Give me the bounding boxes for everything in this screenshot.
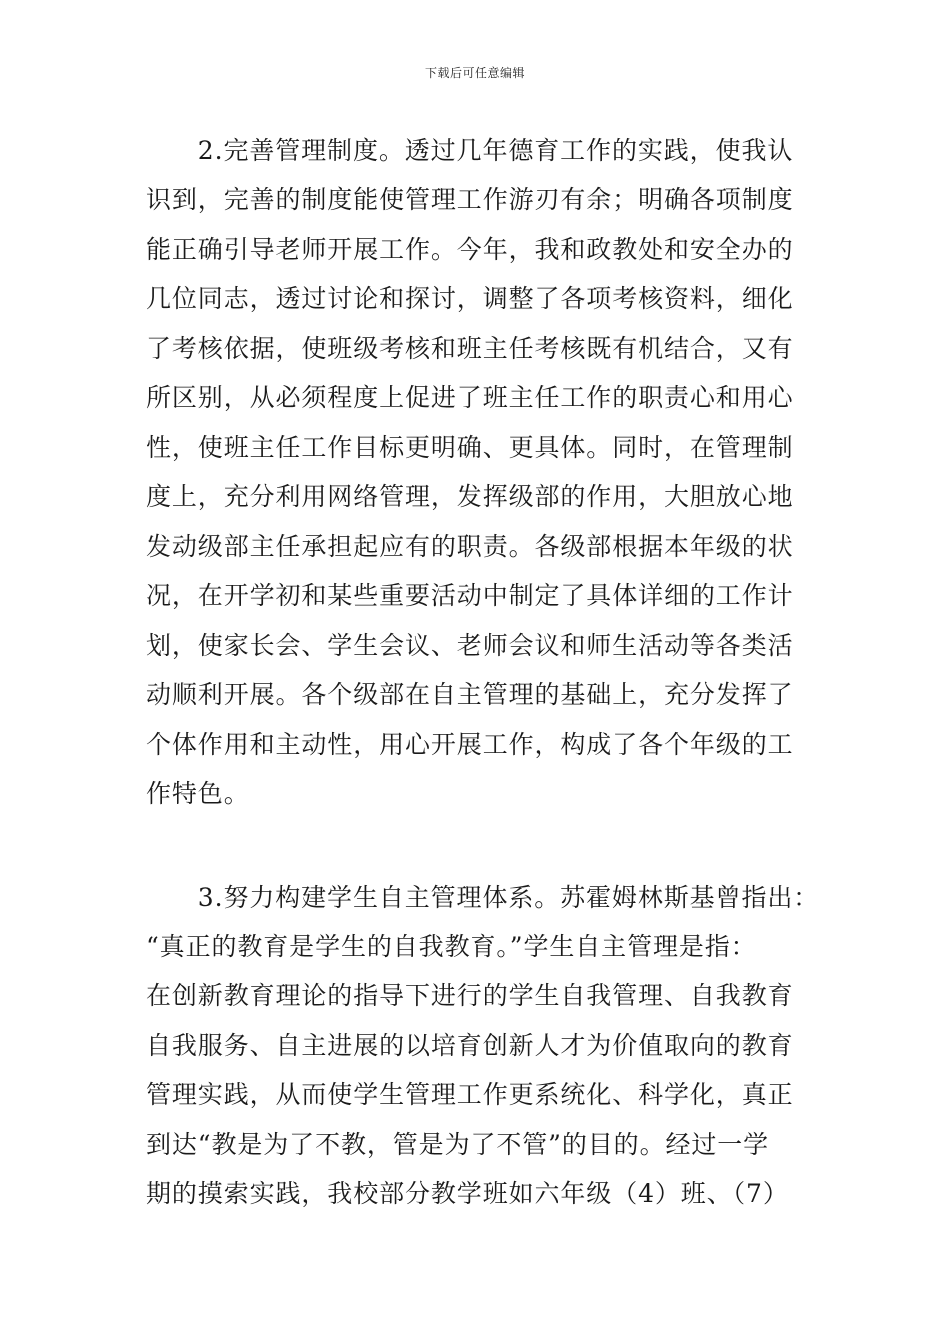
text-line: 期的摸索实践，我校部分教学班如六年级（4）班、（7） (146, 1179, 789, 1208)
text-line: 到达“教是为了不教，管是为了不管”的目的。经过一学 (146, 1130, 770, 1159)
text-line: 能正确引导老师开展工作。今年，我和政教处和安全办的 (146, 235, 794, 264)
page-header: 下载后可任意编辑 (424, 66, 525, 80)
text-line: 了考核依据，使班级考核和班主任考核既有机结合，又有 (146, 334, 794, 363)
text-line: 几位同志，透过讨论和探讨，调整了各项考核资料，细化 (146, 284, 794, 313)
text-line: 动顺利开展。各个级部在自主管理的基础上，充分发挥了 (146, 680, 794, 709)
text-line: “真正的教育是学生的自我教育。”学生自主管理是指： (146, 932, 757, 961)
text-line: 自我服务、自主进展的以培育创新人才为价值取向的教育 (146, 1031, 794, 1060)
text-line: 况，在开学初和某些重要活动中制定了具体详细的工作计 (146, 581, 794, 610)
text-line: 管理实践，从而使学生管理工作更系统化、科学化，真正 (146, 1080, 794, 1109)
text-line: 在创新教育理论的指导下进行的学生自我管理、自我教育 (146, 981, 794, 1010)
text-line: 度上，充分利用网络管理，发挥级部的作用，大胆放心地 (146, 482, 794, 511)
text-line: 作特色。 (146, 779, 250, 808)
text-line: 划，使家长会、学生会议、老师会议和师生活动等各类活 (146, 631, 794, 660)
text-line: 识到，完善的制度能使管理工作游刃有余；明确各项制度 (146, 185, 794, 214)
text-line: 3.努力构建学生自主管理体系。苏霍姆林斯基曾指出： (146, 883, 820, 912)
text-line: 个体作用和主动性，用心开展工作，构成了各个年级的工 (146, 730, 794, 759)
text-line: 发动级部主任承担起应有的职责。各级部根据本年级的状 (146, 532, 794, 561)
text-line: 2.完善管理制度。透过几年德育工作的实践，使我认 (146, 136, 794, 165)
text-line: 所区别，从必须程度上促进了班主任工作的职责心和用心 (146, 383, 794, 412)
text-line: 性，使班主任工作目标更明确、更具体。同时，在管理制 (146, 433, 794, 462)
